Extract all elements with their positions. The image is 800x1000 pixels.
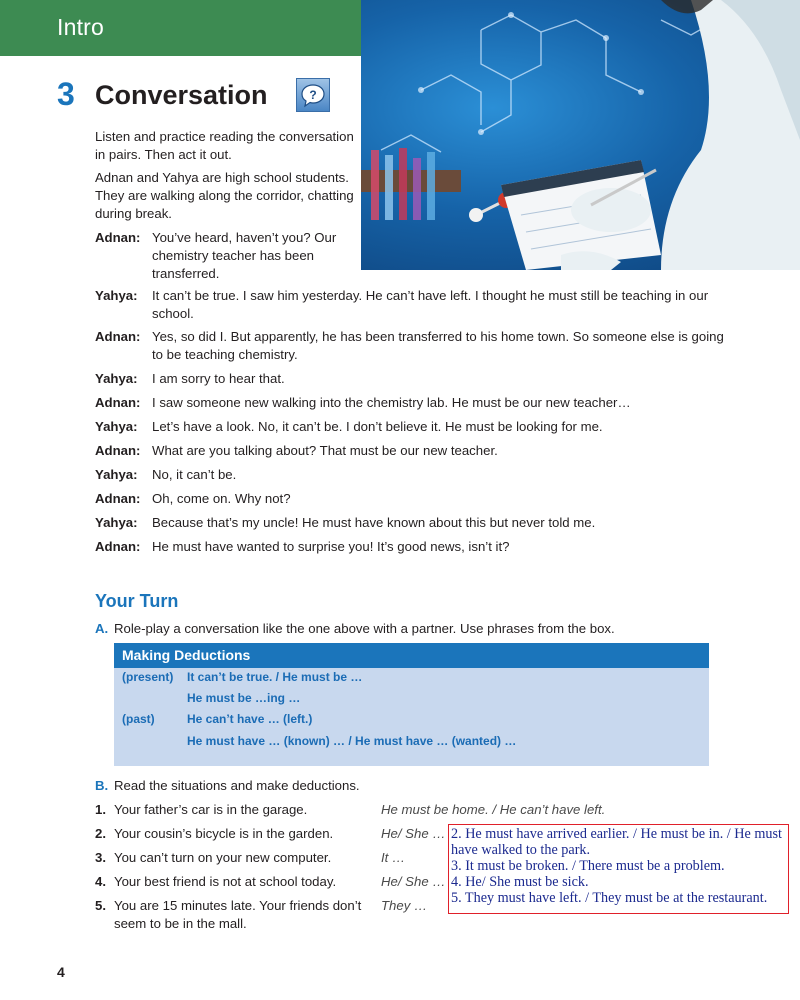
- task-text: Role-play a conversation like the one above with a partner. Use phrases from the box.: [114, 621, 615, 636]
- dialogue-line: [95, 328, 735, 364]
- photo-illustration: [361, 0, 800, 270]
- dialogue-text: No, it can’t be.: [152, 467, 237, 482]
- dialogue-line: [95, 442, 735, 460]
- tense-label: (present): [122, 670, 174, 684]
- deduction-phrase: He must have … (known) … / He must have … (wanted) …: [187, 734, 517, 748]
- speaker-name: Yahya:: [95, 371, 138, 386]
- section-title: Conversation: [95, 80, 268, 110]
- situation-text: Your cousin’s bicycle is in the garden.: [114, 826, 334, 841]
- task-a: [95, 620, 615, 638]
- speaker-name: Adnan:: [95, 491, 141, 506]
- task-letter: B.: [95, 778, 109, 793]
- dialogue-text: Oh, come on. Why not?: [152, 491, 291, 506]
- speaker-name: Yahya:: [95, 419, 138, 434]
- section-label: Intro: [57, 14, 105, 40]
- deduction-prompt: They …: [381, 898, 428, 913]
- situation-text: Your father’s car is in the garage.: [114, 802, 308, 817]
- speech-bubble-icon: [300, 82, 326, 108]
- answer-line: 2. He must have arrived earlier. / He must be in. / He must have walked to the park.: [451, 826, 782, 858]
- situation-number: 2.: [95, 826, 106, 841]
- task-text: Read the situations and make deductions.: [114, 778, 360, 793]
- dialogue-line: [95, 490, 735, 508]
- situation-number: 1.: [95, 802, 106, 817]
- making-deductions-box: [114, 643, 709, 766]
- answer-line: 3. It must be broken. / There must be a problem.: [451, 858, 725, 874]
- task-b: [95, 777, 360, 795]
- deduction-prompt: He/ She …: [381, 826, 446, 841]
- answer-box: [448, 824, 789, 914]
- context-text: Adnan and Yahya are high school students. They are walking along the corridor, chatting during break.: [95, 170, 354, 221]
- dialogue-text: What are you talking about? That must be our new teacher.: [152, 443, 498, 458]
- dialogue-text: It can’t be true. I saw him yesterday. He can’t have left. I thought he must still be teaching in our school.: [152, 288, 709, 321]
- task-letter: A.: [95, 621, 109, 636]
- answer-line: 4. He/ She must be sick.: [451, 874, 589, 890]
- dialogue-text: You’ve heard, haven’t you? Our chemistry teacher has been transferred.: [152, 230, 337, 281]
- box-title: Making Deductions: [114, 643, 709, 668]
- page-number: 4: [57, 964, 65, 980]
- speaker-name: Adnan:: [95, 329, 141, 344]
- dialogue-line: [95, 466, 735, 484]
- dialogue-line: [95, 287, 735, 323]
- dialogue-text: Let’s have a look. No, it can’t be. I don’t believe it. He must be looking for me.: [152, 419, 603, 434]
- situation-text: Your best friend is not at school today.: [114, 874, 337, 889]
- deduction-phrase: He must be …ing …: [187, 691, 301, 705]
- dialogue-text: He must have wanted to surprise you! It’s good news, isn’t it?: [152, 539, 510, 554]
- svg-text:?: ?: [309, 88, 317, 102]
- speaker-name: Yahya:: [95, 467, 138, 482]
- answer-line: 5. They must have left. / They must be at the restaurant.: [451, 890, 768, 906]
- dialogue-text: I saw someone new walking into the chemistry lab. He must be our new teacher…: [152, 395, 631, 410]
- speaker-name: Adnan:: [95, 539, 141, 554]
- deduction-prompt: It …: [381, 850, 406, 865]
- dialogue-line: [95, 514, 735, 532]
- tense-label: (past): [122, 712, 155, 726]
- situation-number: 4.: [95, 874, 106, 889]
- dialogue-text: I am sorry to hear that.: [152, 371, 285, 386]
- speaker-name: Adnan:: [95, 395, 141, 410]
- deduction-prompt: He must be home. / He can’t have left.: [381, 802, 606, 817]
- deduction-prompt: He/ She …: [381, 874, 446, 889]
- situation-text: You are 15 minutes late. Your friends don’t seem to be in the mall.: [114, 898, 362, 931]
- audio-track-icon[interactable]: [296, 78, 330, 112]
- situation-number: 5.: [95, 898, 106, 913]
- dialogue-line: [95, 418, 735, 436]
- section-number: 3: [57, 76, 75, 112]
- chemistry-lab-photo: [361, 0, 800, 270]
- dialogue-line: [95, 394, 735, 412]
- instructions-text: Listen and practice reading the conversation in pairs. Then act it out.: [95, 129, 354, 162]
- dialogue-text: Yes, so did I. But apparently, he has been transferred to his home town. So someone else is going to be teaching chemistry.: [152, 329, 724, 362]
- deduction-phrase: It can’t be true. / He must be …: [187, 670, 363, 684]
- section-header-tab: [0, 0, 361, 56]
- deduction-phrase: He can’t have … (left.): [187, 712, 313, 726]
- speaker-name: Yahya:: [95, 515, 138, 530]
- dialogue-line: [95, 538, 735, 556]
- dialogue-text: Because that’s my uncle! He must have known about this but never told me.: [152, 515, 596, 530]
- dialogue-line: [95, 370, 735, 388]
- situation-number: 3.: [95, 850, 106, 865]
- speaker-name: Adnan:: [95, 443, 141, 458]
- speaker-name: Yahya:: [95, 288, 138, 303]
- situation-text: You can’t turn on your new computer.: [114, 850, 332, 865]
- your-turn-heading: Your Turn: [95, 591, 179, 611]
- dialogue-line: [95, 229, 345, 283]
- speaker-name: Adnan:: [95, 230, 141, 245]
